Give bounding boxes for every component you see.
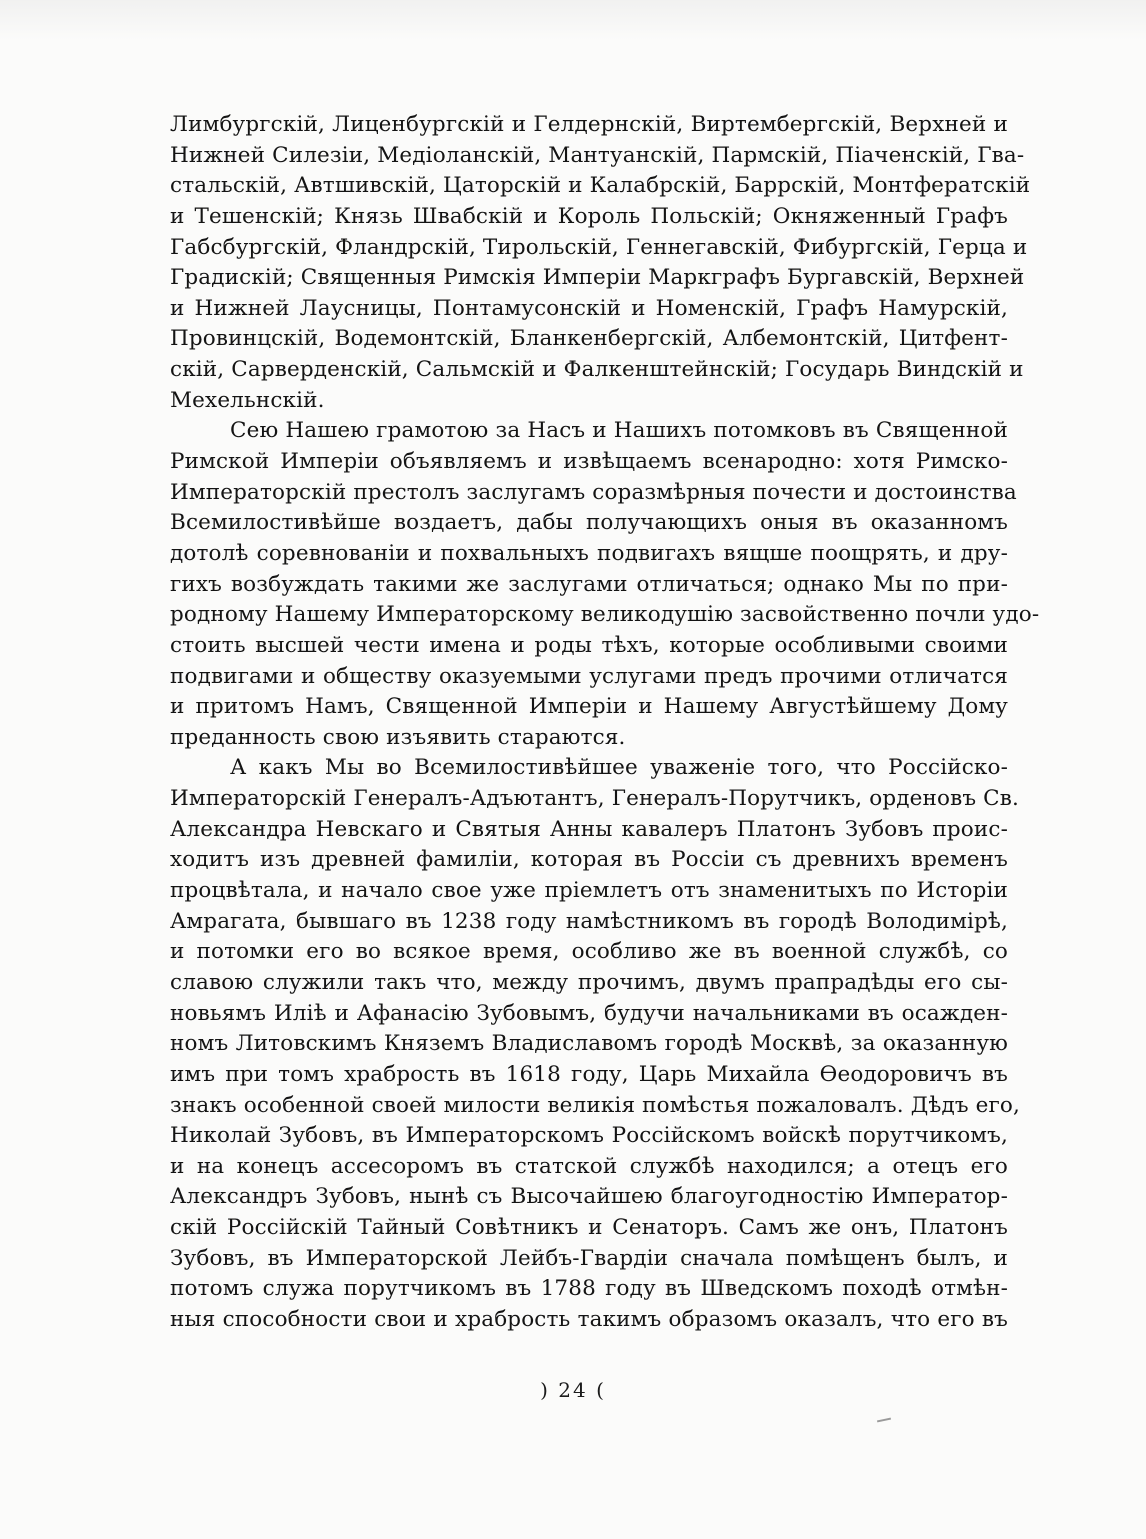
- text-line: знакъ особенной своей милости великія помѣстья пожаловалъ. Дѣдъ его,: [170, 1092, 1021, 1118]
- text-line: Всемилостивѣйше воздаетъ, дабы получающихъ оныя въ оказанномъ: [170, 510, 1008, 536]
- text-line: Императорскій престолъ заслугамъ соразмѣрныя почести и достоинства: [170, 479, 1017, 505]
- text-line: Сею Нашею грамотою за Насъ и Нашихъ потомковъ въ Священной: [230, 418, 1008, 444]
- text-line: ходитъ изъ древней фамиліи, которая въ Россіи съ древнихъ временъ: [170, 847, 1008, 873]
- text-line: Провинцскій, Водемонтскій, Бланкенбергскій, Албемонтскій, Цитфент-: [170, 326, 1008, 352]
- text-line: славою служили такъ что, между прочимъ, двумъ прапрадѣды его сы-: [170, 969, 1008, 995]
- text-line: стальскій, Автшивскій, Цаторскій и Калабрскій, Баррскій, Монтфератскій: [170, 173, 1031, 199]
- text-line: Александра Невскаго и Святыя Анны кавалеръ Платонъ Зубовъ проис-: [170, 816, 1008, 842]
- text-line: имъ при томъ храбрость въ 1618 году, Царь Михайла Ѳеодоровичъ въ: [170, 1061, 1008, 1087]
- text-line: Нижней Силезіи, Медіоланскій, Мантуанскій, Пармскій, Піаченскій, Гва-: [170, 142, 1025, 168]
- text-line: Градискій; Священныя Римскія Имперіи Маркграфъ Бургавскій, Верхней: [170, 265, 1025, 291]
- text-line: родному Нашему Императорскому великодушію засвойственно почли удо-: [170, 602, 1040, 628]
- text-line: и на конецъ ассесоромъ въ статской службѣ находился; а отецъ его: [170, 1153, 1008, 1179]
- text-line: новьямъ Иліѣ и Афанасію Зубовымъ, будучи начальниками въ осажден-: [170, 1000, 1008, 1026]
- text-line: подвигами и обществу оказуемыми услугами предъ прочими отличатся: [170, 663, 1008, 689]
- scan-speck: [877, 1418, 891, 1423]
- body-text: [170, 110, 1040, 1336]
- text-line: А какъ Мы во Всемилостивѣйшее уваженіе того, что Россійско-: [230, 755, 1008, 781]
- scan-shadow: [0, 0, 1146, 40]
- text-line: ныя способности свои и храбрость такимъ образомъ оказалъ, что его въ: [170, 1306, 1008, 1332]
- text-line: номъ Литовскимъ Княземъ Владиславомъ городѣ Москвѣ, за оказанную: [170, 1031, 1008, 1057]
- text-line: гихъ возбуждать такими же заслугами отличаться; однако Мы по при-: [170, 571, 1008, 597]
- text-line: Императорскій Генералъ-Адъютантъ, Генералъ-Порутчикъ, орденовъ Св.: [170, 786, 1019, 812]
- text-line: стоить высшей чести имена и роды тѣхъ, которые особливыми своими: [170, 632, 1008, 658]
- text-line: Габсбургскій, Фландрскій, Тирольскій, Геннегавскій, Фибургскій, Герца и: [170, 234, 1028, 260]
- text-line: Мехельнскій.: [170, 387, 325, 413]
- text-line: Александръ Зубовъ, нынѣ съ Высочайшею благоугодностію Император-: [170, 1184, 1008, 1210]
- paragraph-titles: [170, 110, 1031, 416]
- text-line: скій, Сарверденскій, Сальмскій и Фалкенштейнскій; Государь Виндскій и: [170, 357, 1024, 383]
- text-line: скій Россійскій Тайный Совѣтникъ и Сенаторъ. Самъ же онъ, Платонъ: [170, 1215, 1008, 1241]
- text-line: Николай Зубовъ, въ Императорскомъ Россійскомъ войскѣ порутчикомъ,: [170, 1123, 1008, 1149]
- paragraph-zubov: [170, 753, 1021, 1335]
- text-line: и потомки его во всякое время, особливо же въ военной службѣ, со: [170, 939, 1008, 965]
- text-line: Зубовъ, въ Императорской Лейбъ-Гвардіи сначала помѣщенъ былъ, и: [170, 1245, 1008, 1271]
- text-line: и притомъ Намъ, Священной Имперіи и Нашему Августѣйшему Дому: [170, 694, 1008, 720]
- text-line: Амрагата, бывшаго въ 1238 году намѣстникомъ въ городѣ Володимірѣ,: [170, 908, 1008, 934]
- text-line: и Тешенскій; Князь Швабскій и Король Польскій; Окняженный Графъ: [170, 203, 1008, 229]
- page-number: ) 24 (: [540, 1378, 606, 1402]
- text-line: преданность свою изъявить стараются.: [170, 724, 626, 750]
- text-line: и Нижней Лаусницы, Понтамусонскій и Номенскій, Графъ Намурскій,: [170, 295, 1008, 321]
- text-line: дотолѣ соревнованіи и похвальныхъ подвигахъ вящше поощрять, и дру-: [170, 540, 1008, 566]
- text-line: Римской Имперіи объявляемъ и извѣщаемъ всенародно: хотя Римско-: [170, 449, 1008, 475]
- text-line: Лимбургскій, Лиценбургскій и Гелдернскій, Виртембергскій, Верхней и: [170, 112, 1008, 137]
- paragraph-proclamation: [170, 416, 1040, 753]
- text-line: потомъ служа порутчикомъ въ 1788 году въ Шведскомъ походѣ отмѣн-: [170, 1276, 1008, 1302]
- text-line: процвѣтала, и начало свое уже пріемлетъ отъ знаменитыхъ по Исторіи: [170, 878, 1008, 904]
